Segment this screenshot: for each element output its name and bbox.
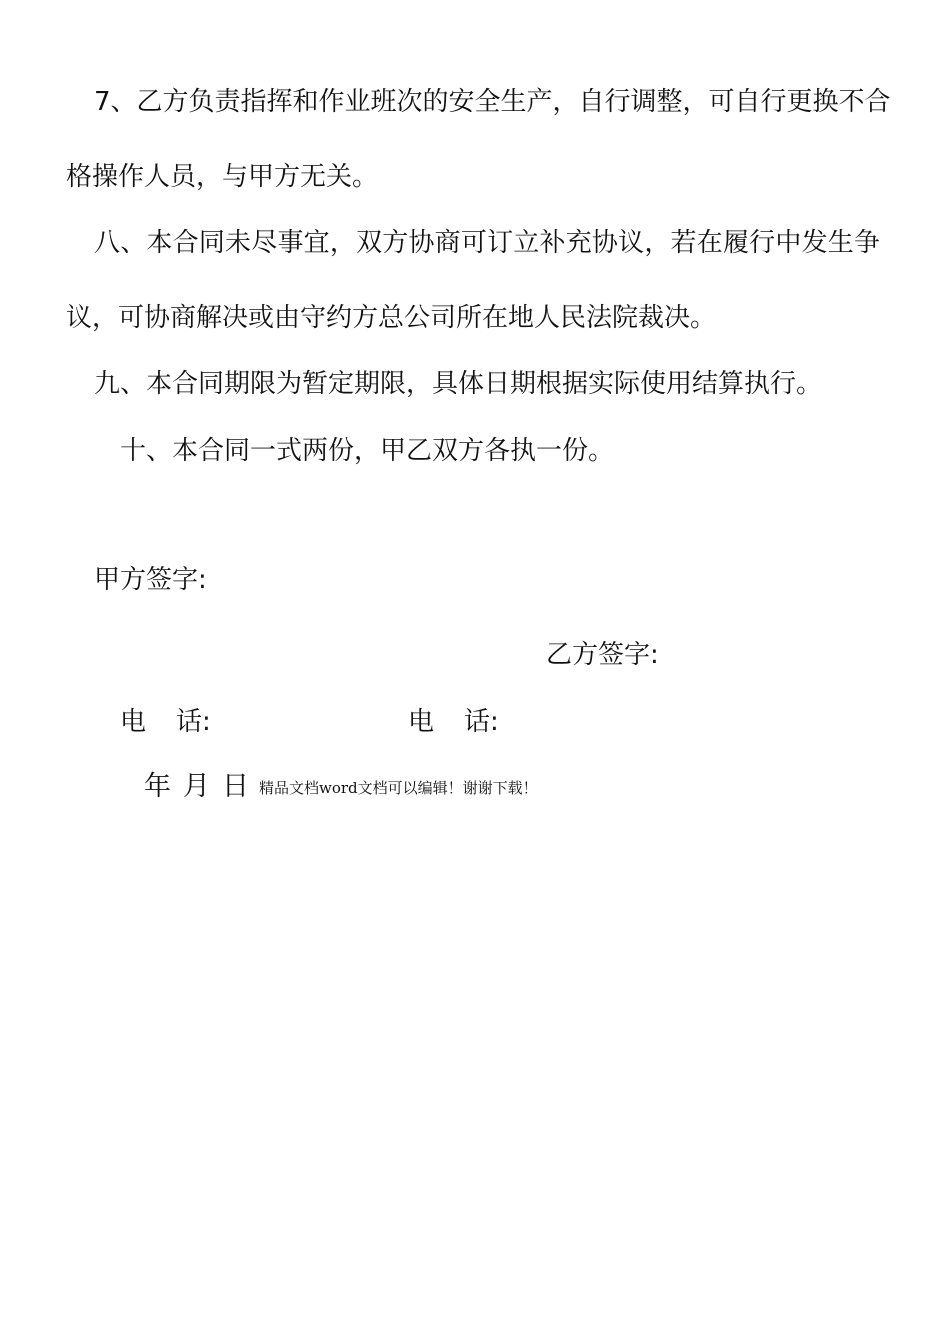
- phone-char-1: 电: [408, 707, 435, 737]
- footer-note: 精品文档word文档可以编辑！谢谢下载！: [259, 779, 538, 797]
- clause-8-line-1: 八、本合同未尽事宜，双方协商可订立补充协议，若在履行中发生争: [94, 228, 880, 258]
- clause-8-line-2: 议，可协商解决或由守约方总公司所在地人民法院裁决。: [66, 303, 717, 333]
- date-line: [144, 770, 538, 805]
- party-b-signature-label: 乙方签字:: [546, 640, 659, 670]
- phone-char-1: 电: [120, 707, 147, 737]
- clause-7-line-2: 格操作人员，与甲方无关。: [66, 162, 379, 192]
- clause-10: 十、本合同一式两份，甲乙双方各执一份。: [120, 436, 615, 466]
- party-a-phone-label: [120, 705, 211, 739]
- date-year: 年: [144, 771, 171, 802]
- party-b-phone-label: [408, 705, 499, 739]
- clause-9: 九、本合同期限为暂定期限，具体日期根据实际使用结算执行。: [94, 369, 823, 399]
- party-a-signature-label: 甲方签字:: [94, 565, 207, 595]
- phone-char-2: 话:: [464, 707, 499, 737]
- date-day: 日: [222, 771, 249, 802]
- phone-char-2: 话:: [176, 707, 211, 737]
- clause-7-line-1: 7、乙方负责指挥和作业班次的安全生产，自行调整，可自行更换不合: [94, 87, 891, 117]
- date-month: 月: [183, 771, 210, 802]
